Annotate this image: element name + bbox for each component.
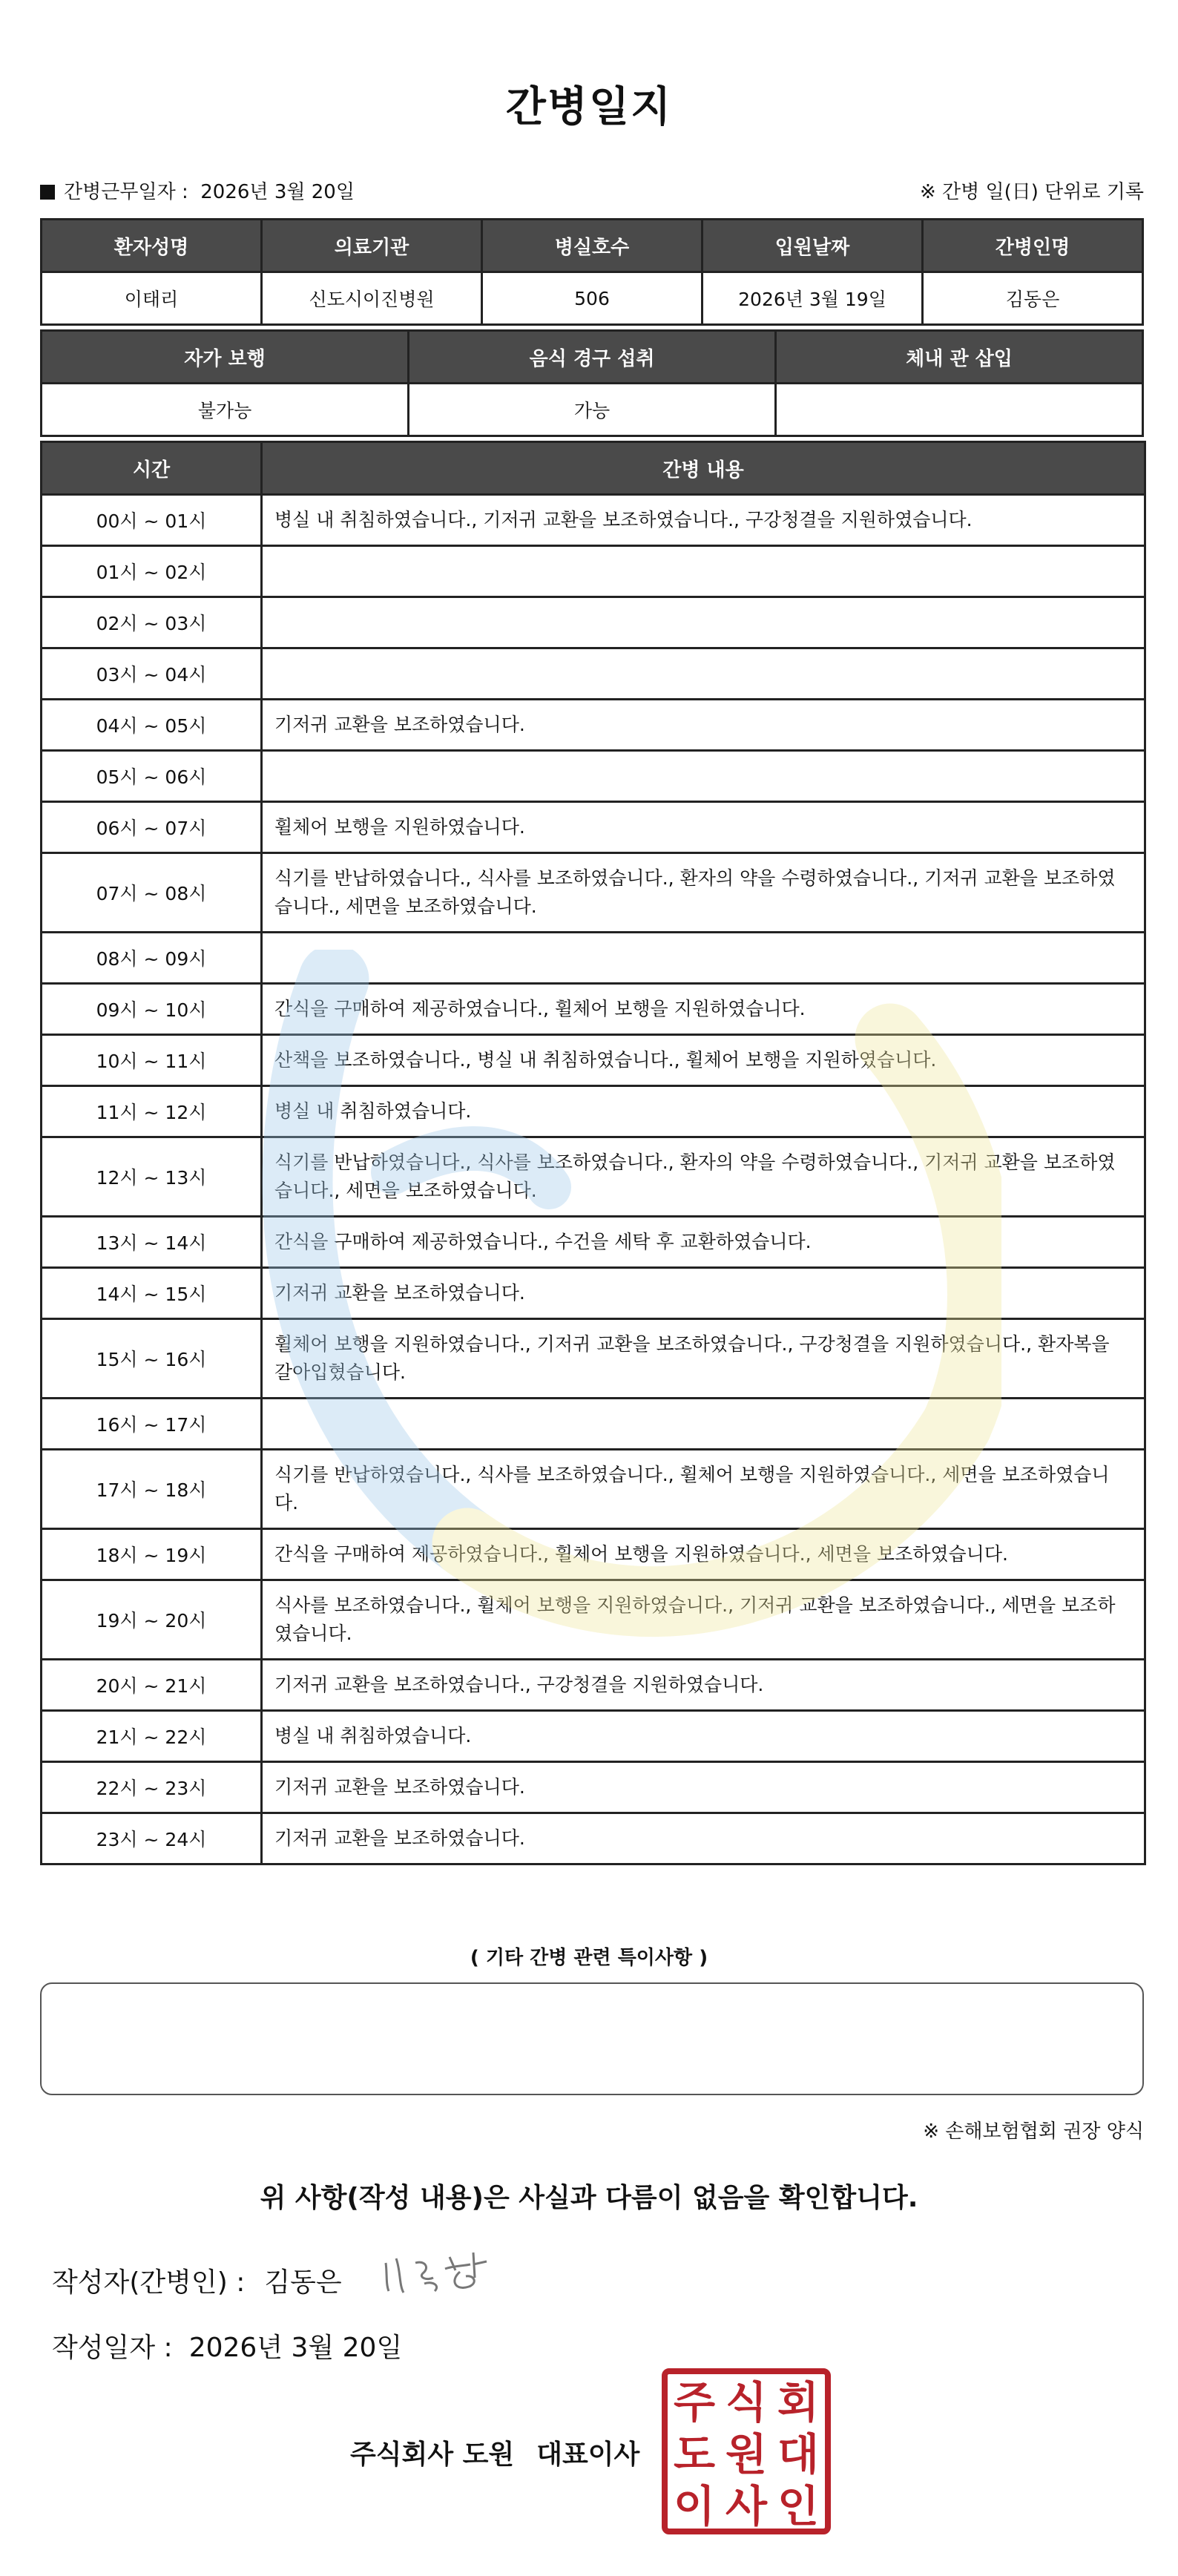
log-time: 15시 ~ 16시 — [42, 1319, 262, 1399]
log-time: 10시 ~ 11시 — [42, 1035, 262, 1086]
log-row — [42, 700, 1145, 751]
log-row — [42, 1529, 1145, 1580]
log-time: 02시 ~ 03시 — [42, 597, 262, 648]
log-time: 14시 ~ 15시 — [42, 1268, 262, 1319]
log-row — [42, 1268, 1145, 1319]
log-content — [262, 751, 1145, 802]
log-content: 기저귀 교환을 보조하였습니다. — [262, 700, 1145, 751]
svg-text:인: 인 — [777, 2481, 820, 2531]
header-time: 시간 — [42, 442, 262, 495]
special-notes-box — [40, 1982, 1144, 2095]
writer-line — [52, 2261, 342, 2299]
log-time: 09시 ~ 10시 — [42, 984, 262, 1035]
admission-date: 2026년 3월 19일 — [702, 272, 923, 325]
log-time: 11시 ~ 12시 — [42, 1086, 262, 1137]
company-rep: 대표이사 — [536, 2439, 640, 2470]
header-hospital: 의료기관 — [262, 220, 482, 272]
company-seal-icon — [662, 2368, 831, 2534]
svg-text:식: 식 — [725, 2377, 768, 2428]
header-care-content: 간병 내용 — [262, 442, 1145, 495]
log-content: 병실 내 취침하였습니다., 기저귀 교환을 보조하였습니다., 구강청결을 지원하였습니다. — [262, 495, 1145, 546]
work-date — [40, 177, 355, 204]
log-time: 05시 ~ 06시 — [42, 751, 262, 802]
log-content — [262, 597, 1145, 648]
patient-info-table — [40, 218, 1144, 326]
log-content: 식사를 보조하였습니다., 휠체어 보행을 지원하였습니다., 기저귀 교환을 보조하였습니다., 세면을 보조하였습니다. — [262, 1580, 1145, 1660]
header-room-number: 병실호수 — [482, 220, 702, 272]
log-content: 기저귀 교환을 보조하였습니다. — [262, 1762, 1145, 1813]
unit-note: ※ 간병 일(日) 단위로 기록 — [919, 181, 1144, 203]
confirmation-statement: 위 사항(작성 내용)은 사실과 다름이 없음을 확인합니다. — [260, 2183, 918, 2213]
log-time: 00시 ~ 01시 — [42, 495, 262, 546]
log-row — [42, 1086, 1145, 1137]
company-line — [350, 2434, 639, 2471]
log-content: 휠체어 보행을 지원하였습니다., 기저귀 교환을 보조하였습니다., 구강청결을 지원하였습니다., 환자복을 갈아입혔습니다. — [262, 1319, 1145, 1399]
header-oral-intake: 음식 경구 섭취 — [409, 331, 776, 384]
log-time: 01시 ~ 02시 — [42, 546, 262, 597]
log-content — [262, 933, 1145, 984]
log-content: 간식을 구매하여 제공하였습니다., 수건을 세탁 후 교환하였습니다. — [262, 1217, 1145, 1268]
log-time: 22시 ~ 23시 — [42, 1762, 262, 1813]
work-date-label: 간병근무일자 : — [64, 181, 188, 203]
log-row — [42, 1580, 1145, 1660]
log-time: 08시 ~ 09시 — [42, 933, 262, 984]
svg-text:원: 원 — [725, 2429, 768, 2480]
log-time: 03시 ~ 04시 — [42, 648, 262, 700]
self-walking: 불가능 — [42, 384, 409, 436]
log-row — [42, 1711, 1145, 1762]
meta-row — [40, 177, 1144, 206]
log-row — [42, 495, 1145, 546]
svg-text:도: 도 — [673, 2429, 716, 2480]
log-row — [42, 751, 1145, 802]
log-content: 간식을 구매하여 제공하였습니다., 휠체어 보행을 지원하였습니다., 세면을 보조하였습니다. — [262, 1529, 1145, 1580]
write-date-label: 작성일자 : — [52, 2333, 173, 2363]
log-time: 23시 ~ 24시 — [42, 1813, 262, 1864]
log-content — [262, 546, 1145, 597]
hospital: 신도시이진병원 — [262, 272, 482, 325]
company-name: 주식회사 도원 — [350, 2439, 515, 2470]
log-time: 07시 ~ 08시 — [42, 853, 262, 933]
square-bullet-icon — [40, 185, 55, 200]
svg-text:주: 주 — [673, 2377, 716, 2428]
log-time: 18시 ~ 19시 — [42, 1529, 262, 1580]
log-row — [42, 1450, 1145, 1529]
log-row — [42, 1399, 1145, 1450]
log-row — [42, 1660, 1145, 1711]
log-content: 병실 내 취침하였습니다. — [262, 1711, 1145, 1762]
log-content: 기저귀 교환을 보조하였습니다. — [262, 1268, 1145, 1319]
log-time: 21시 ~ 22시 — [42, 1711, 262, 1762]
handwritten-signature-icon — [378, 2248, 497, 2300]
caregiver-name: 김동은 — [923, 272, 1143, 325]
log-content — [262, 1399, 1145, 1450]
log-time: 17시 ~ 18시 — [42, 1450, 262, 1529]
header-admission-date: 입원날짜 — [702, 220, 923, 272]
log-row — [42, 1035, 1145, 1086]
log-row — [42, 984, 1145, 1035]
log-content: 기저귀 교환을 보조하였습니다., 구강청결을 지원하였습니다. — [262, 1660, 1145, 1711]
log-time: 06시 ~ 07시 — [42, 802, 262, 853]
patient-name: 이태리 — [42, 272, 262, 325]
header-tube-insertion: 체내 관 삽입 — [776, 331, 1143, 384]
log-time: 04시 ~ 05시 — [42, 700, 262, 751]
log-content — [262, 648, 1145, 700]
page-title: 간병일지 — [505, 83, 673, 131]
log-time: 12시 ~ 13시 — [42, 1137, 262, 1217]
log-time: 13시 ~ 14시 — [42, 1217, 262, 1268]
svg-text:대: 대 — [777, 2429, 820, 2480]
writer-label: 작성자(간병인) : — [52, 2267, 246, 2298]
patient-status-table — [40, 329, 1144, 437]
log-time: 19시 ~ 20시 — [42, 1580, 262, 1660]
log-row — [42, 1319, 1145, 1399]
header-caregiver-name: 간병인명 — [923, 220, 1143, 272]
log-row — [42, 648, 1145, 700]
write-date-line — [52, 2327, 402, 2365]
log-content: 식기를 반납하였습니다., 식사를 보조하였습니다., 환자의 약을 수령하였습니다., 기저귀 교환을 보조하였습니다., 세면을 보조하였습니다. — [262, 853, 1145, 933]
header-self-walking: 자가 보행 — [42, 331, 409, 384]
log-row — [42, 1217, 1145, 1268]
write-date-value: 2026년 3월 20일 — [188, 2333, 403, 2363]
form-note: ※ 손해보험협회 권장 양식 — [923, 2120, 1144, 2143]
log-content: 산책을 보조하였습니다., 병실 내 취침하였습니다., 휠체어 보행을 지원하였습니다. — [262, 1035, 1145, 1086]
oral-intake: 가능 — [409, 384, 776, 436]
log-content: 식기를 반납하였습니다., 식사를 보조하였습니다., 환자의 약을 수령하였습니다., 기저귀 교환을 보조하였습니다., 세면을 보조하였습니다. — [262, 1137, 1145, 1217]
log-row — [42, 1762, 1145, 1813]
log-content: 휠체어 보행을 지원하였습니다. — [262, 802, 1145, 853]
log-row — [42, 597, 1145, 648]
work-date-value: 2026년 3월 20일 — [200, 181, 355, 203]
svg-text:이: 이 — [673, 2481, 716, 2531]
writer-name: 김동은 — [264, 2267, 342, 2298]
hourly-log-table — [40, 441, 1146, 1865]
special-notes-title: ( 기타 간병 관련 특이사항 ) — [470, 1947, 708, 1969]
log-content: 식기를 반납하였습니다., 식사를 보조하였습니다., 휠체어 보행을 지원하였습니다., 세면을 보조하였습니다. — [262, 1450, 1145, 1529]
tube-insertion — [776, 384, 1143, 436]
log-content: 간식을 구매하여 제공하였습니다., 휠체어 보행을 지원하였습니다. — [262, 984, 1145, 1035]
log-row — [42, 853, 1145, 933]
log-time: 20시 ~ 21시 — [42, 1660, 262, 1711]
room-number: 506 — [482, 272, 702, 325]
header-patient-name: 환자성명 — [42, 220, 262, 272]
svg-text:회: 회 — [777, 2377, 820, 2428]
log-row — [42, 1813, 1145, 1864]
log-row — [42, 546, 1145, 597]
log-content: 기저귀 교환을 보조하였습니다. — [262, 1813, 1145, 1864]
log-time: 16시 ~ 17시 — [42, 1399, 262, 1450]
log-row — [42, 933, 1145, 984]
svg-text:사: 사 — [725, 2481, 768, 2531]
log-row — [42, 802, 1145, 853]
log-row — [42, 1137, 1145, 1217]
log-content: 병실 내 취침하였습니다. — [262, 1086, 1145, 1137]
